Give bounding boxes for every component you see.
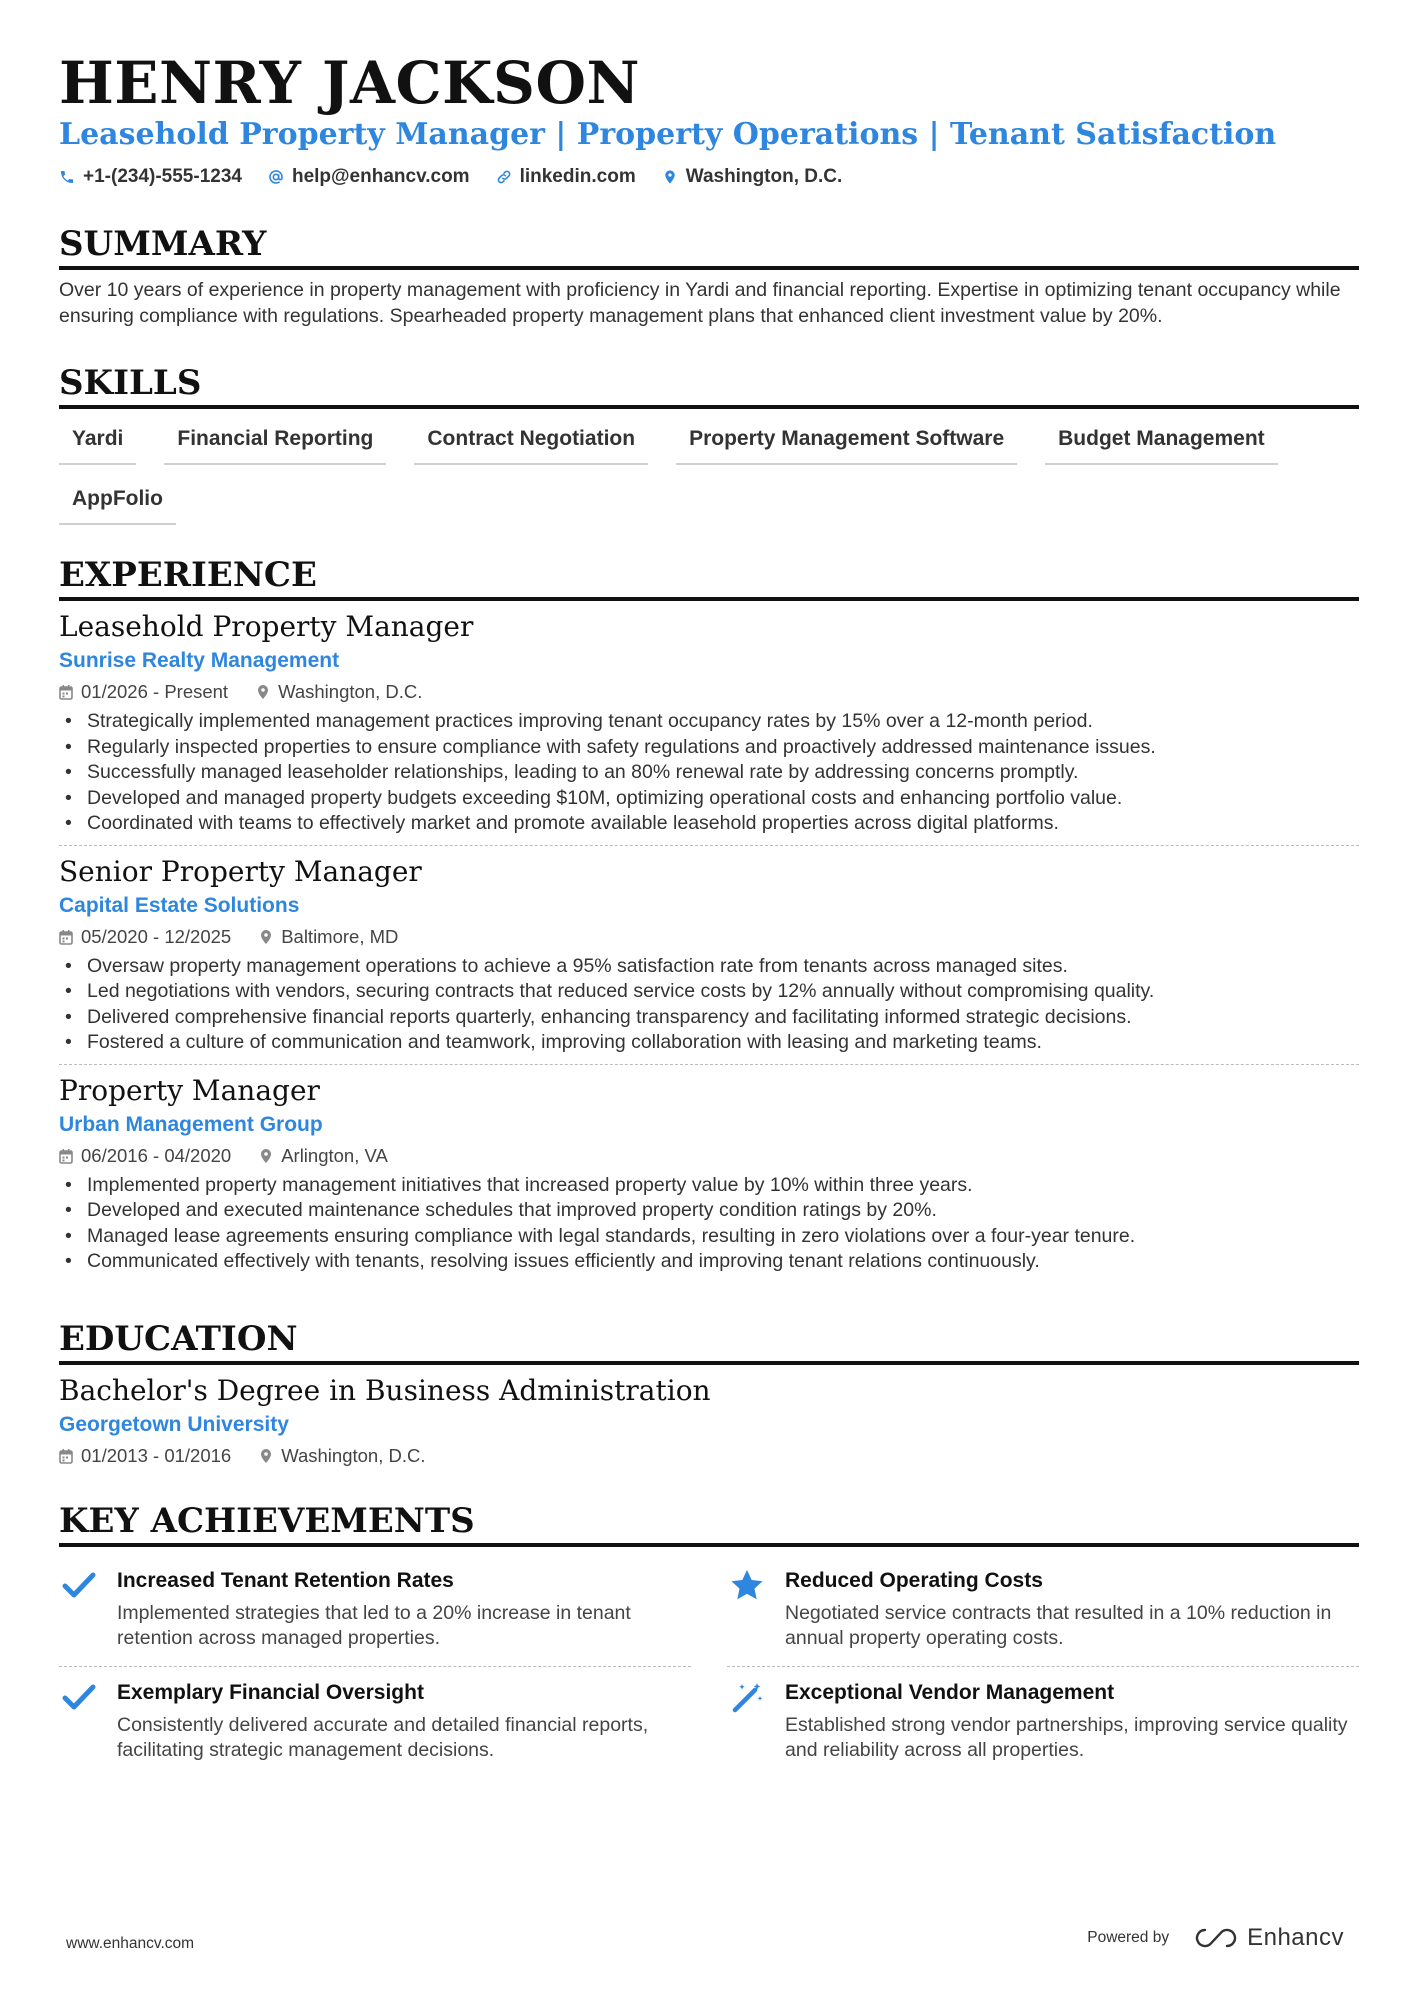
achievement-item <box>59 1555 691 1667</box>
star-icon <box>730 1569 764 1601</box>
bullet-item: • Strategically implemented management practices improving tenant occupancy rates by 15% over a 12-month period. <box>59 709 1359 735</box>
footer-branding <box>1087 1924 1344 1952</box>
skill-tag: Budget Management <box>1045 421 1278 465</box>
calendar-icon <box>59 684 73 700</box>
job-dates <box>59 1145 231 1167</box>
footer-website[interactable]: www.enhancv.com <box>66 1935 195 1952</box>
company-name: Urban Management Group <box>59 1112 323 1136</box>
contact-phone[interactable] <box>59 166 242 188</box>
degree-title: Bachelor's Degree in Business Administration <box>59 1373 711 1407</box>
job-meta <box>59 926 1359 948</box>
skill-tag: Yardi <box>59 421 136 465</box>
achievement-desc: Established strong vendor partnerships, improving service quality and reliability across all properties. <box>785 1713 1348 1761</box>
experience-title: EXPERIENCE <box>59 555 1359 601</box>
job-location <box>259 1145 388 1167</box>
job-dates-text: 05/2020 - 12/2025 <box>81 925 232 947</box>
job-meta <box>59 1145 1359 1167</box>
bullet-item: • Regularly inspected properties to ensure compliance with safety regulations and proactively addressed maintenance issues. <box>59 735 1359 761</box>
summary-title: SUMMARY <box>59 224 1359 270</box>
bullet-item: • Developed and executed maintenance schedules that improved property condition ratings by 20%. <box>59 1198 1359 1224</box>
link-icon <box>496 169 512 185</box>
school-name: Georgetown University <box>59 1412 289 1436</box>
bullet-item: • Led negotiations with vendors, securing contracts that reduced service costs by 12% annually without compromising quality. <box>59 979 1359 1005</box>
map-pin-icon <box>662 169 678 185</box>
job-bullets <box>59 1173 1359 1275</box>
achievement-item <box>727 1667 1359 1778</box>
resume-page <box>59 50 1359 1778</box>
education-meta <box>59 1445 1359 1467</box>
achievement-title: Increased Tenant Retention Rates <box>117 1568 454 1592</box>
calendar-icon <box>59 929 73 945</box>
map-pin-icon <box>256 684 270 700</box>
enhancv-logo-icon <box>1193 1926 1239 1950</box>
job-entry <box>59 1065 1359 1283</box>
powered-by-label: Powered by <box>1087 1929 1170 1946</box>
company-name: Sunrise Realty Management <box>59 649 340 672</box>
calendar-icon <box>59 1448 73 1464</box>
achievement-item <box>727 1555 1359 1667</box>
phone-text: +1-(234)-555-1234 <box>83 166 242 187</box>
education-entry <box>59 1365 1359 1475</box>
bullet-item: • Implemented property management initiatives that increased property value by 10% within three years. <box>59 1173 1359 1199</box>
contact-linkedin[interactable] <box>496 166 636 188</box>
calendar-icon <box>59 1148 73 1164</box>
location-text: Washington, D.C. <box>685 166 843 187</box>
magic-wand-icon <box>730 1681 764 1713</box>
contact-email[interactable] <box>268 166 470 188</box>
skills-list <box>59 421 1359 525</box>
contact-bar <box>59 166 1359 188</box>
education-location <box>259 1445 425 1467</box>
check-icon <box>62 1681 96 1713</box>
check-icon <box>62 1569 96 1601</box>
skill-tag: Property Management Software <box>676 421 1017 465</box>
achievement-desc: Implemented strategies that led to a 20% increase in tenant retention across managed properties. <box>117 1601 631 1649</box>
achievement-title: Exemplary Financial Oversight <box>117 1680 424 1704</box>
bullet-item: • Successfully managed leaseholder relationships, leading to an 80% renewal rate by addressing concerns promptly. <box>59 760 1359 786</box>
job-location-text: Washington, D.C. <box>278 681 423 702</box>
job-dates <box>59 926 231 948</box>
bullet-item: • Delivered comprehensive financial reports quarterly, enhancing transparency and facilitating informed strategic decisions. <box>59 1005 1359 1031</box>
bullet-item: • Managed lease agreements ensuring compliance with legal standards, resulting in zero violations over a four-year tenure. <box>59 1224 1359 1250</box>
achievement-title: Reduced Operating Costs <box>785 1568 1043 1592</box>
education-title: EDUCATION <box>59 1319 1359 1365</box>
achievement-desc: Consistently delivered accurate and detailed financial reports, facilitating strategic management decisions. <box>117 1713 649 1761</box>
job-location-text: Arlington, VA <box>281 1144 388 1166</box>
education-location-text: Washington, D.C. <box>281 1444 426 1466</box>
achievements-title: KEY ACHIEVEMENTS <box>59 1501 1359 1547</box>
education-dates-text: 01/2013 - 01/2016 <box>81 1444 232 1466</box>
email-text: help@enhancv.com <box>291 166 470 187</box>
headline: Leasehold Property Manager | Property Operations | Tenant Satisfaction <box>59 117 1277 152</box>
skill-tag: AppFolio <box>59 481 176 525</box>
job-dates-text: 01/2026 - Present <box>81 681 229 702</box>
job-bullets <box>59 709 1359 837</box>
bullet-item: • Developed and managed property budgets exceeding $10M, optimizing operational costs and enhancing portfolio value. <box>59 786 1359 812</box>
skill-tag: Contract Negotiation <box>414 421 648 465</box>
summary-text: Over 10 years of experience in property management with proficiency in Yardi and financial reporting. Expertise in optimizing tenant occupancy while ensuring compliance with regulations. Spearheaded property management plans that enhanced client investment value by 20%. <box>59 279 1341 327</box>
job-entry <box>59 601 1359 846</box>
candidate-name: HENRY JACKSON <box>59 49 640 117</box>
job-title: Leasehold Property Manager <box>59 610 474 643</box>
education-section <box>59 1319 1359 1475</box>
bullet-item: • Coordinated with teams to effectively market and promote available leasehold properties across digital platforms. <box>59 811 1359 837</box>
at-icon <box>268 169 284 185</box>
summary-section <box>59 224 1359 329</box>
skills-title: SKILLS <box>59 363 1359 409</box>
job-title: Property Manager <box>59 1073 320 1107</box>
achievement-desc: Negotiated service contracts that resulted in a 10% reduction in annual property operating costs. <box>785 1601 1332 1649</box>
job-bullets <box>59 954 1359 1056</box>
bullet-item: • Oversaw property management operations to achieve a 95% satisfaction rate from tenants across managed sites. <box>59 954 1359 980</box>
map-pin-icon <box>259 929 273 945</box>
skill-tag: Financial Reporting <box>164 421 386 465</box>
linkedin-text: linkedin.com <box>519 166 636 187</box>
achievement-item <box>59 1667 691 1778</box>
skills-section <box>59 363 1359 525</box>
achievements-grid <box>59 1555 1359 1778</box>
education-dates <box>59 1445 231 1467</box>
map-pin-icon <box>259 1448 273 1464</box>
phone-icon <box>59 169 75 185</box>
bullet-item: • Communicated effectively with tenants, resolving issues efficiently and improving tenant relations continuously. <box>59 1249 1359 1275</box>
job-entry <box>59 846 1359 1065</box>
job-location <box>256 681 422 703</box>
enhancv-logo[interactable] <box>1193 1924 1344 1952</box>
resume-header <box>59 50 1359 188</box>
job-title: Senior Property Manager <box>59 854 422 888</box>
map-pin-icon <box>259 1148 273 1164</box>
job-meta <box>59 681 1359 703</box>
contact-location <box>662 166 843 188</box>
job-location-text: Baltimore, MD <box>281 925 399 947</box>
bullet-item: • Fostered a culture of communication and teamwork, improving collaboration with leasing and marketing teams. <box>59 1030 1359 1056</box>
brand-name: Enhancv <box>1247 1924 1344 1951</box>
job-dates <box>59 681 228 703</box>
company-name: Capital Estate Solutions <box>59 893 300 917</box>
experience-section <box>59 555 1359 1283</box>
job-dates-text: 06/2016 - 04/2020 <box>81 1144 232 1166</box>
job-location <box>259 926 398 948</box>
achievement-title: Exceptional Vendor Management <box>785 1680 1115 1704</box>
achievements-section <box>59 1501 1359 1778</box>
